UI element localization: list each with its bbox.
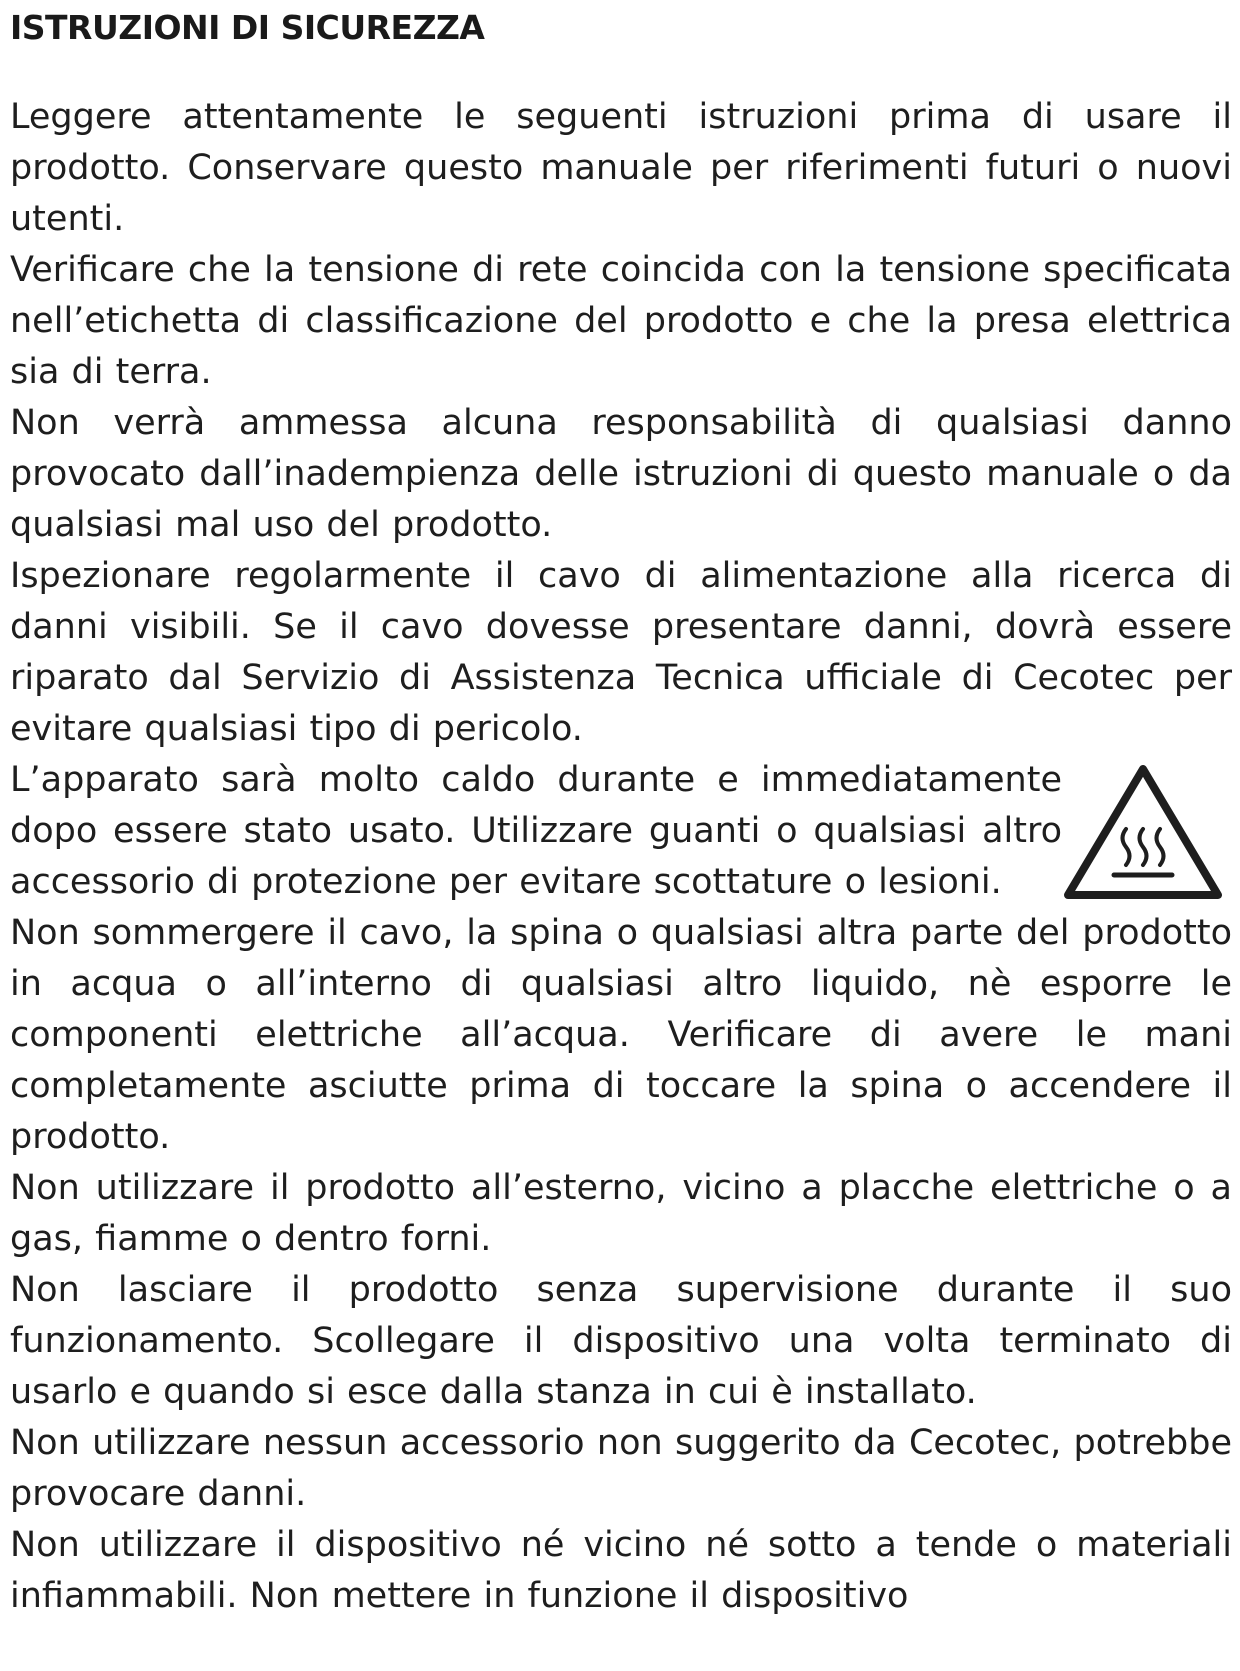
paragraph-outdoor: Non utilizzare il prodotto all’esterno, vicino a placche elettriche o a gas, fiamme o dentro forni. — [10, 1168, 1232, 1259]
safety-instructions — [10, 92, 1232, 1622]
paragraph-supervision: Non lasciare il prodotto senza supervisione durante il suo funzionamento. Scollegare il dispositivo una volta terminato di usarlo e quando si esce dalla stanza in cui è installato. — [10, 1270, 1232, 1412]
paragraph-liability: Non verrà ammessa alcuna responsabilità di qualsiasi danno provocato dall’inadempienza delle istruzioni di questo manuale o da qualsiasi mal uso del prodotto. — [10, 403, 1232, 545]
page-title: ISTRUZIONI DI SICUREZZA — [10, 8, 485, 47]
document-page — [10, 0, 1232, 1616]
hot-surface-warning-icon — [1060, 759, 1226, 905]
paragraph-hot-surface: L’apparato sarà molto caldo durante e immediatamente dopo essere stato usato. Utilizzare guanti o qualsiasi altro accessorio di protezione per evitare scottature o lesioni. — [10, 760, 1062, 902]
paragraph-flammable: Non utilizzare il dispositivo né vicino né sotto a tende o materiali infiammabili. Non mettere in funzione il dispositivo — [10, 1525, 1232, 1616]
hot-surface-warning — [10, 755, 1232, 908]
paragraph-accessories: Non utilizzare nessun accessorio non suggerito da Cecotec, potrebbe provocare danni. — [10, 1423, 1232, 1514]
paragraph-read-instructions: Leggere attentamente le seguenti istruzioni prima di usare il prodotto. Conservare questo manuale per riferimenti futuri o nuovi utenti. — [10, 97, 1232, 239]
paragraph-power-cable: Ispezionare regolarmente il cavo di alimentazione alla ricerca di danni visibili. Se il cavo dovesse presentare danni, dovrà essere riparato dal Servizio di Assistenza Tecnica ufficiale di Cecotec per evitare qualsiasi tipo di pericolo. — [10, 556, 1232, 749]
paragraph-voltage: Verificare che la tensione di rete coincida con la tensione specificata nell’etichetta di classificazione del prodotto e che la presa elettrica sia di terra. — [10, 250, 1232, 392]
paragraph-water: Non sommergere il cavo, la spina o qualsiasi altra parte del prodotto in acqua o all’interno di qualsiasi altro liquido, nè esporre le componenti elettriche all’acqua. Verificare di avere le mani completamente asciutte prima di toccare la spina o accendere il prodotto. — [10, 913, 1232, 1157]
